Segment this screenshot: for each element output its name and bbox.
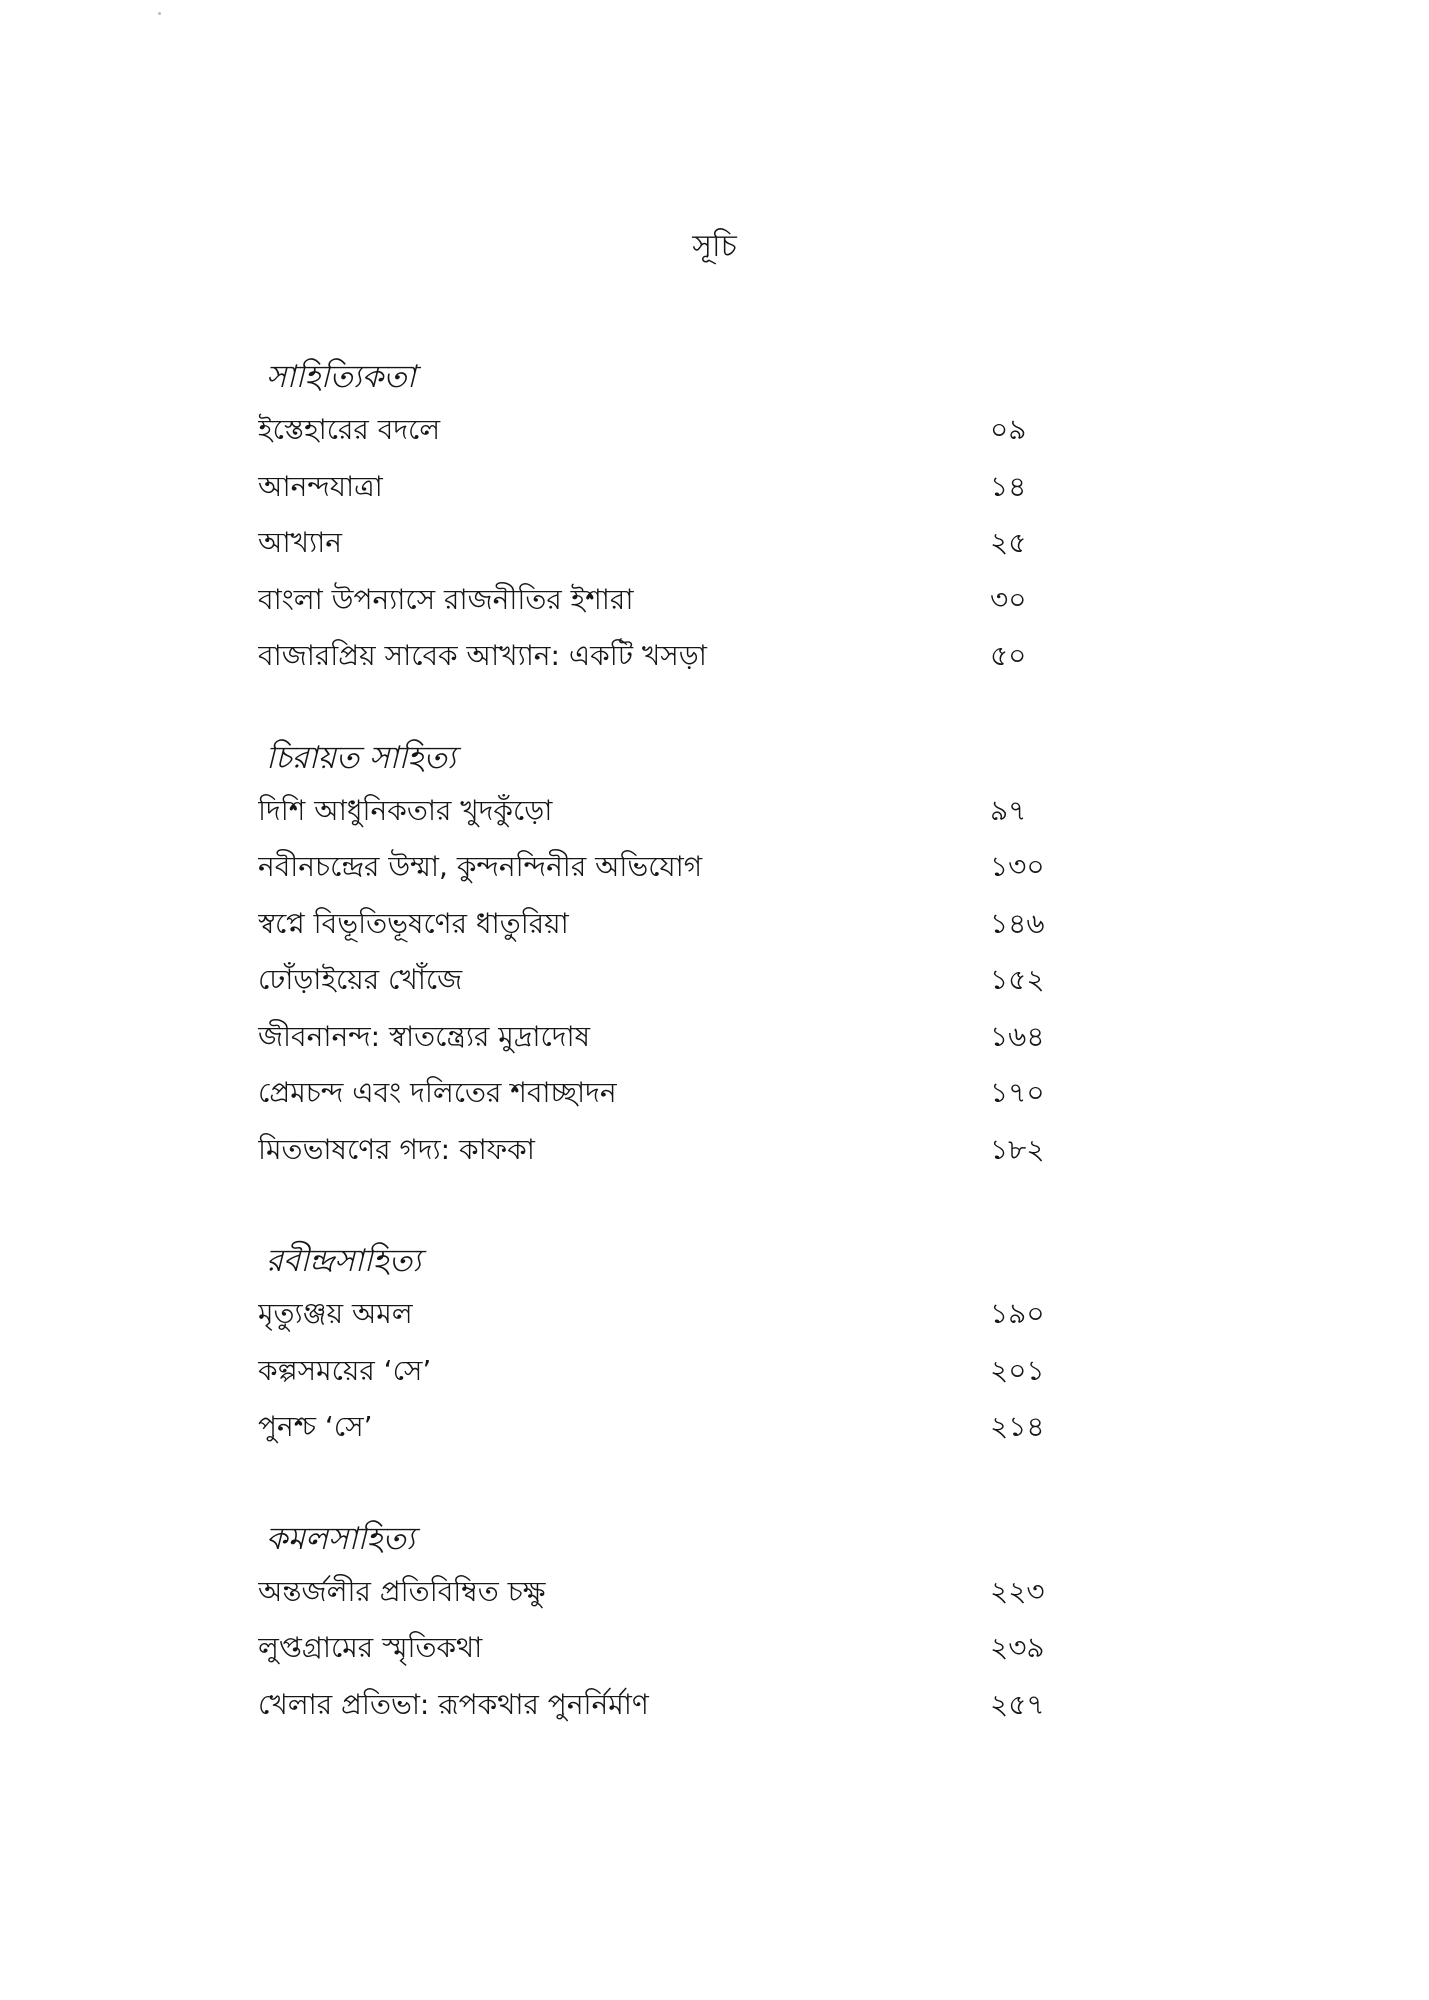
toc-entry bbox=[258, 896, 1118, 953]
entry-page-number: ১৩০ bbox=[990, 850, 1045, 883]
entry-title: মিতভাষণের গদ্য: কাফকা bbox=[258, 1132, 535, 1166]
entry-title: আখ্যান bbox=[258, 526, 342, 559]
toc-entry bbox=[258, 402, 1118, 459]
section-heading: চিরায়ত সাহিত্য bbox=[266, 739, 456, 776]
toc-entry bbox=[258, 1677, 1118, 1734]
toc-section-3 bbox=[258, 1236, 1118, 1456]
entry-page-number: ১৮২ bbox=[990, 1132, 1045, 1166]
toc-entry bbox=[258, 1399, 1118, 1456]
entry-title: স্বপ্নে বিভূতিভূষণের ধাতুরিয়া bbox=[258, 906, 569, 940]
entry-page-number: ২৫ bbox=[990, 526, 1027, 559]
section-heading: কমলসাহিত্য bbox=[266, 1520, 415, 1557]
section-heading: রবীন্দ্রসাহিত্য bbox=[266, 1243, 422, 1279]
entry-page-number: ৯৭ bbox=[990, 793, 1027, 827]
toc-entry bbox=[258, 628, 1118, 685]
entry-title: আনন্দযাত্রা bbox=[258, 469, 383, 503]
toc-section-1 bbox=[258, 352, 1118, 685]
entry-page-number: ১৫২ bbox=[990, 963, 1045, 996]
toc-entry bbox=[258, 515, 1118, 572]
entry-title: মৃত্যুঞ্জয় অমল bbox=[258, 1297, 413, 1330]
entry-title: নবীনচন্দ্রের উম্মা, কুন্দনন্দিনীর অভিযোগ bbox=[258, 850, 703, 883]
entry-page-number: ১৬৪ bbox=[990, 1019, 1045, 1053]
page-title: সূচি bbox=[692, 229, 737, 264]
toc-entry bbox=[258, 1122, 1118, 1179]
toc-entry bbox=[258, 952, 1118, 1009]
toc-entry bbox=[258, 572, 1118, 629]
entry-page-number: ২৫৭ bbox=[990, 1687, 1045, 1721]
entry-page-number: ১৯০ bbox=[990, 1297, 1045, 1330]
section-spacer bbox=[258, 1178, 1118, 1236]
entry-page-number: ২১৪ bbox=[990, 1410, 1045, 1443]
toc-entry bbox=[258, 1343, 1118, 1400]
section-spacer bbox=[258, 685, 1118, 733]
entry-title: জীবনানন্দ: স্বাতন্ত্র্যের মুদ্রাদোষ bbox=[258, 1019, 591, 1053]
toc-section-4 bbox=[258, 1514, 1118, 1734]
toc-entry bbox=[258, 1065, 1118, 1122]
entry-page-number: ২৩৯ bbox=[990, 1631, 1045, 1664]
entry-page-number: ১৪ bbox=[990, 469, 1027, 503]
entry-title: বাজারপ্রিয় সাবেক আখ্যান: একটি খসড়া bbox=[258, 639, 707, 672]
entry-title: লুপ্তগ্রামের স্মৃতিকথা bbox=[258, 1631, 483, 1664]
toc-entry bbox=[258, 1286, 1118, 1343]
toc-entry bbox=[258, 459, 1118, 516]
toc-entry bbox=[258, 1620, 1118, 1677]
entry-page-number: ৫০ bbox=[990, 639, 1027, 672]
entry-title: ঢোঁড়াইয়ের খোঁজে bbox=[258, 963, 463, 996]
entry-title: অন্তর্জলীর প্রতিবিম্বিত চক্ষু bbox=[258, 1574, 546, 1608]
entry-page-number: ৩০ bbox=[990, 582, 1027, 616]
toc-entry bbox=[258, 783, 1118, 840]
entry-page-number: ১৭০ bbox=[990, 1076, 1045, 1109]
toc-entry bbox=[258, 839, 1118, 896]
entry-title: কল্পসময়ের ‘সে’ bbox=[258, 1353, 432, 1387]
entry-title: প্রেমচন্দ এবং দলিতের শবাচ্ছাদন bbox=[258, 1076, 617, 1109]
section-spacer bbox=[258, 1456, 1118, 1514]
toc-section-2 bbox=[258, 733, 1118, 1179]
toc-entry bbox=[258, 1009, 1118, 1066]
entry-title: ইস্তেহারের বদলে bbox=[258, 413, 441, 446]
entry-title: বাংলা উপন্যাসে রাজনীতির ইশারা bbox=[258, 582, 634, 616]
section-heading: সাহিত্যিকতা bbox=[266, 359, 416, 395]
entry-title: দিশি আধুনিকতার খুদকুঁড়ো bbox=[258, 793, 553, 827]
entry-page-number: ১৪৬ bbox=[990, 906, 1045, 940]
entry-title: পুনশ্চ ‘সে’ bbox=[258, 1410, 373, 1443]
toc-entry bbox=[258, 1564, 1118, 1621]
scan-speck bbox=[158, 12, 161, 15]
entry-page-number: ০৯ bbox=[990, 413, 1027, 446]
entry-page-number: ২২৩ bbox=[990, 1574, 1045, 1608]
entry-title: খেলার প্রতিভা: রূপকথার পুনর্নির্মাণ bbox=[258, 1687, 649, 1721]
entry-page-number: ২০১ bbox=[990, 1353, 1045, 1387]
table-of-contents bbox=[258, 352, 1118, 1733]
